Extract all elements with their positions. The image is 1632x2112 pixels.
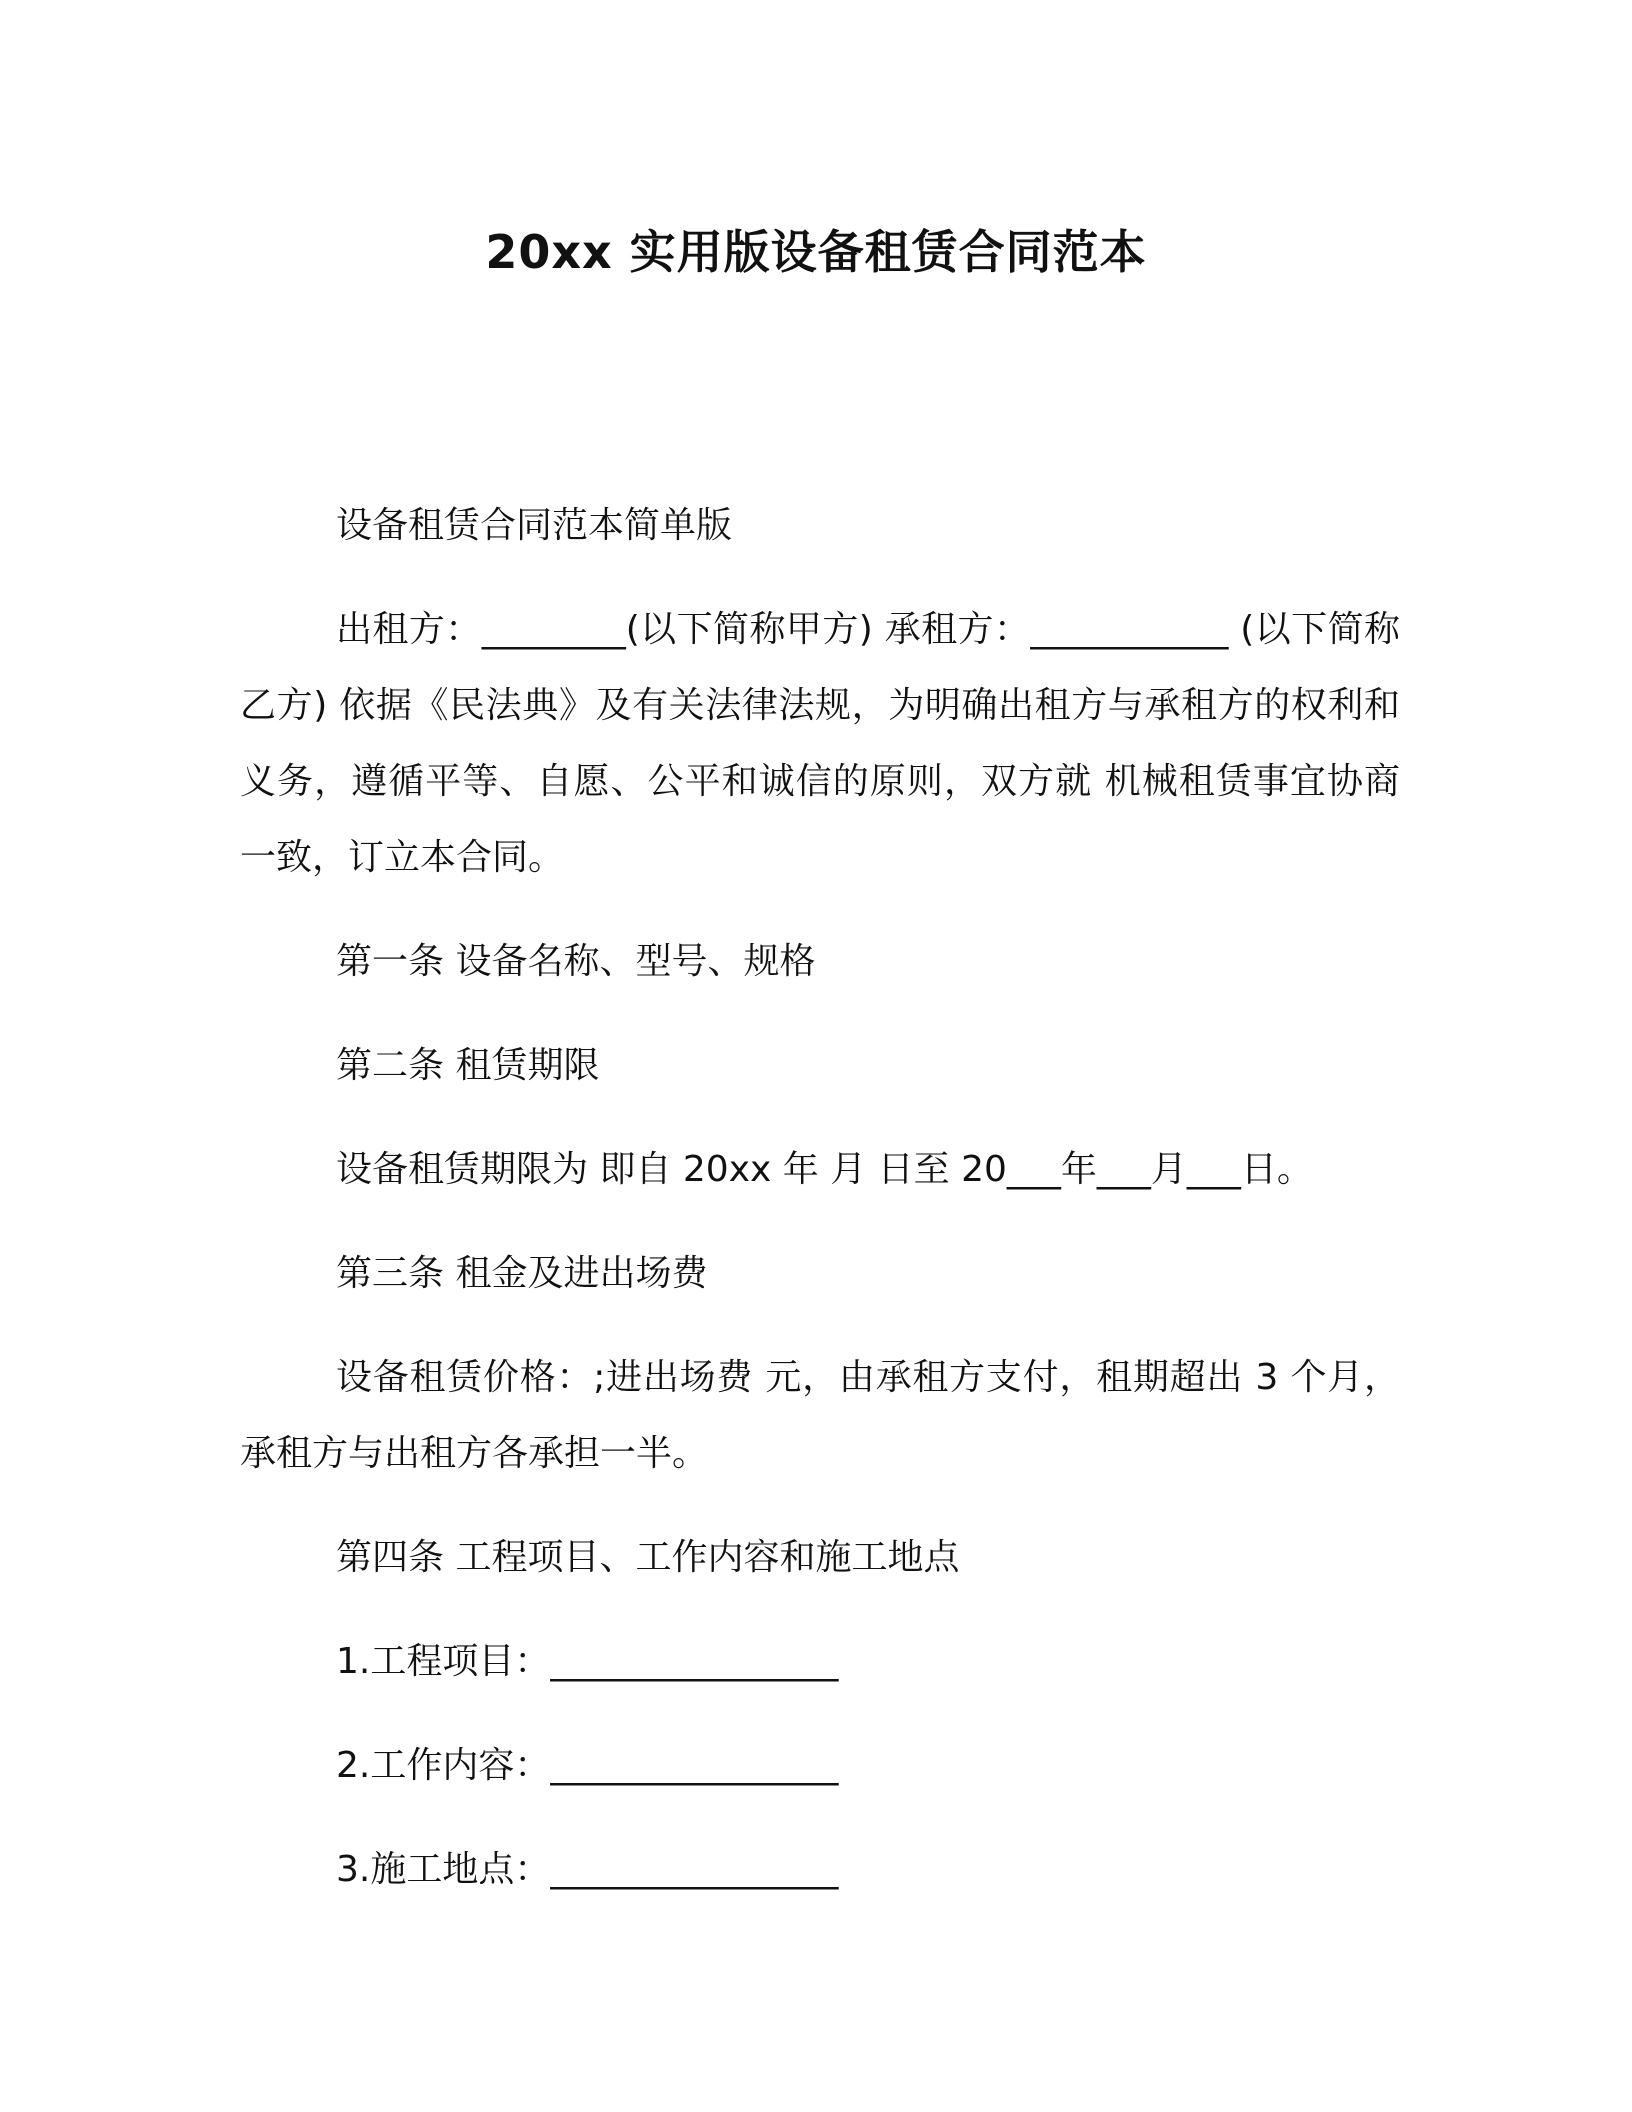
document-title: 20xx 实用版设备租赁合同范本 — [485, 225, 1147, 279]
project-item: 1.工程项目：________________ — [336, 1641, 839, 1682]
article-1-heading: 第一条 设备名称、型号、规格 — [336, 941, 816, 982]
paragraph-subtitle: 设备租赁合同范本简单版 — [336, 505, 733, 546]
site-location-item: 3.施工地点：________________ — [336, 1849, 839, 1890]
work-content-item: 2.工作内容：________________ — [336, 1745, 839, 1786]
article-2-heading: 第二条 租赁期限 — [336, 1045, 600, 1086]
article-4-heading: 第四条 工程项目、工作内容和施工地点 — [336, 1537, 960, 1578]
rent-fee-text: 设备租赁价格：;进出场费 元，由承租方支付，租期超出 3 个月，承租方与出租方各承担一半。 — [240, 1357, 1400, 1474]
document-body — [240, 488, 1400, 1936]
paragraph-parties: 出租方：________(以下简称甲方) 承租方：___________ (以下简称乙方) 依据《民法典》及有关法律法规，为明确出租方与承租方的权利和义务，遵循平等、自愿、公平和诚信的原则，双方就 机械租赁事宜协商一致，订立本合同。 — [240, 609, 1400, 878]
lease-term-text: 设备租赁期限为 即自 20xx 年 月 日至 20___年___月___日。 — [336, 1149, 1313, 1190]
article-3-heading: 第三条 租金及进出场费 — [336, 1253, 708, 1294]
